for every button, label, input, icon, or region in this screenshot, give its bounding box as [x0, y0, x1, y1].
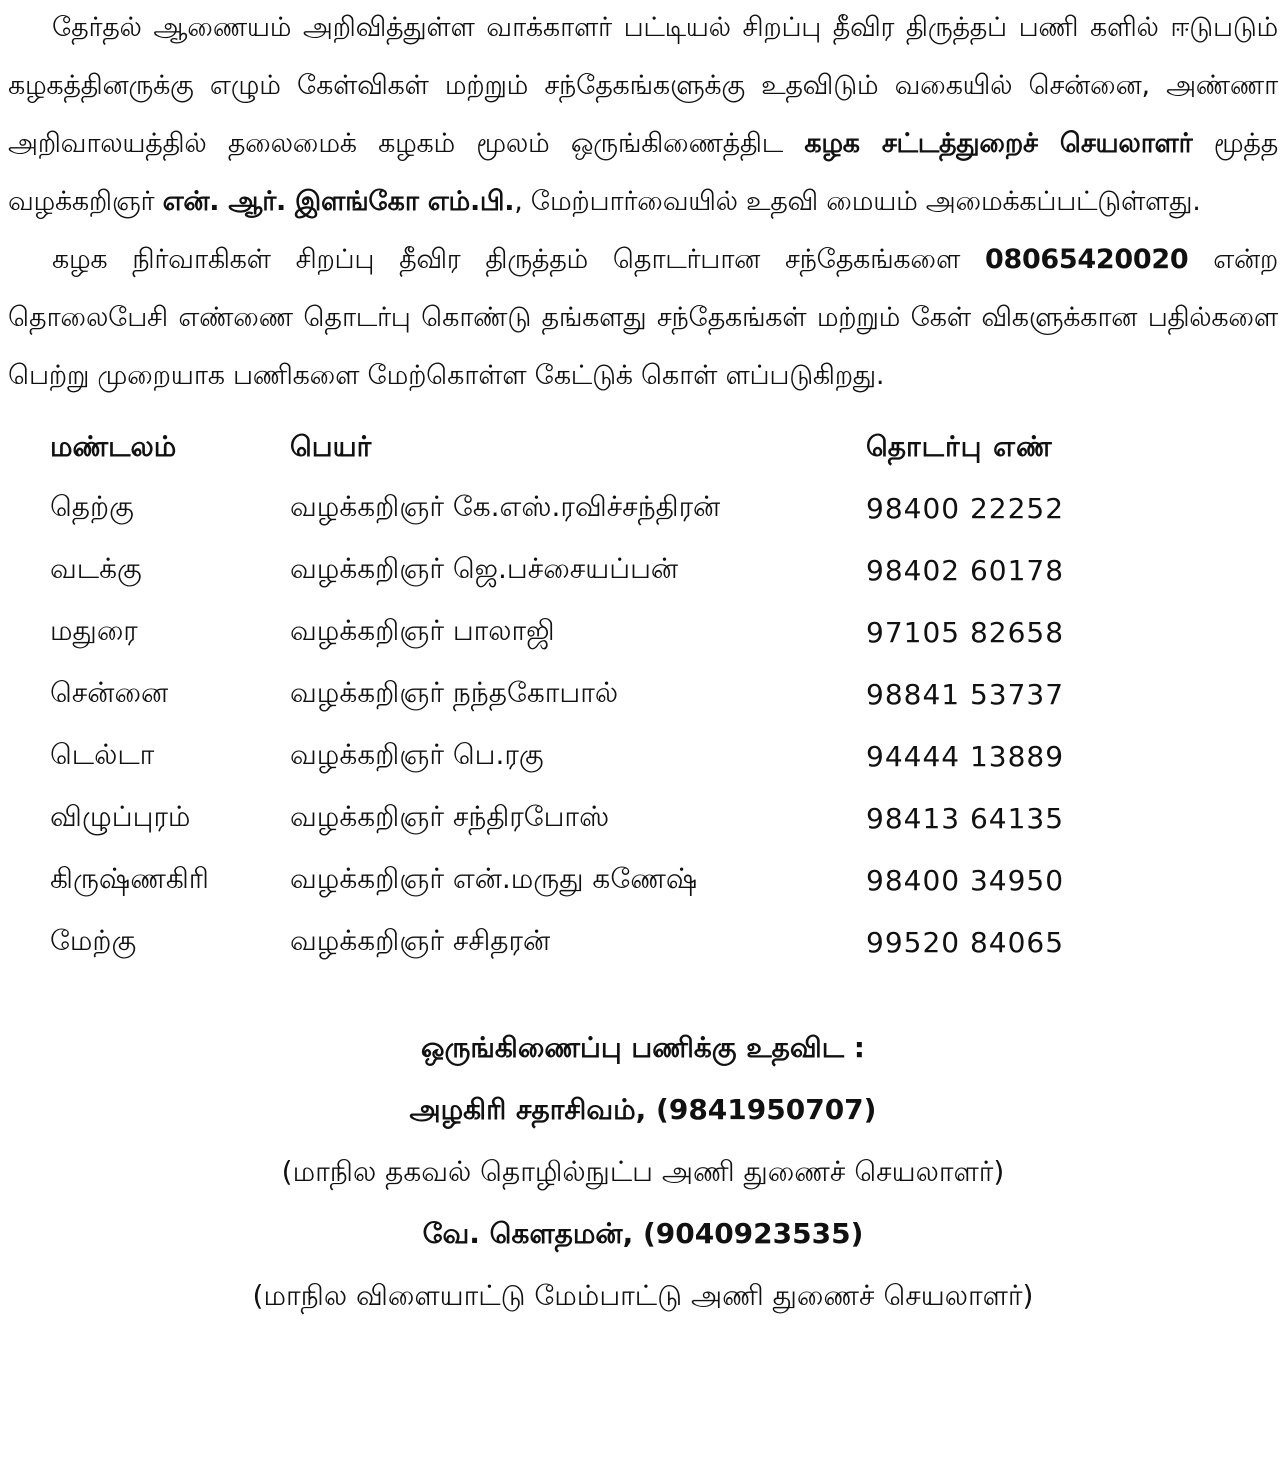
table-row [50, 787, 1166, 849]
coordinator-1-name: அழகிரி சதாசிவம் [409, 1093, 636, 1126]
zone-cell: மதுரை [50, 613, 138, 647]
coordinator-1 [8, 1079, 1278, 1141]
zone-contacts-table [50, 419, 1166, 973]
header-name: பெயர் [290, 429, 372, 463]
table-row [50, 725, 1166, 787]
paragraph2-text-b: என்ற தொலைபேசி எண்ணை தொடர்பு கொண்டு தங்களது சந்தேகங்கள் மற்றும் கேள் விகளுக்கான பதில்களை பெற்று முறையாக பணிகளை மேற்கொள்ள கேட்டுக் கொள் ளப்படுகிறது. [8, 244, 1278, 391]
phone-cell: 99520 84065 [866, 925, 1065, 959]
table-row [50, 539, 1166, 601]
coordinator-2-name: வே. கௌதமன் [422, 1217, 623, 1250]
table-row [50, 477, 1166, 539]
paragraph1-text-b: மூத்த வழக்கறிஞர் [8, 128, 1278, 217]
name-cell: வழக்கறிஞர் என்.மருது கணேஷ் [290, 861, 698, 895]
paragraph1-bold-b: என். ஆர். இளங்கோ எம்.பி. [162, 186, 515, 217]
name-cell: வழக்கறிஞர் பாலாஜி [290, 613, 555, 647]
coordination-section [8, 1017, 1278, 1327]
phone-cell: 98400 22252 [866, 491, 1065, 525]
name-cell: வழக்கறிஞர் சந்திரபோஸ் [290, 799, 610, 833]
zone-cell: டெல்டா [50, 737, 155, 771]
table-row [50, 601, 1166, 663]
paragraph1-bold-a: கழக சட்டத்துறைச் செயலாளர் [804, 128, 1193, 159]
name-cell: வழக்கறிஞர் ஜெ.பச்சையப்பன் [290, 551, 679, 585]
phone-cell: 98402 60178 [866, 553, 1065, 587]
table-row [50, 911, 1166, 973]
header-phone: தொடர்பு எண் [866, 429, 1053, 463]
phone-cell: 97105 82658 [866, 615, 1065, 649]
coordinator-1-role: (மாநில தகவல் தொழில்நுட்ப அணி துணைச் செயலாளர்) [281, 1155, 1005, 1188]
phone-cell: 98413 64135 [866, 801, 1065, 835]
paragraph2-text-a: கழக நிர்வாகிகள் சிறப்பு தீவிர திருத்தம் தொடர்பான சந்தேகங்களை [52, 244, 985, 275]
helpline-number: 08065420020 [984, 244, 1189, 275]
coordinator-1-phone: , (9841950707) [635, 1093, 877, 1126]
zone-cell: வடக்கு [50, 551, 142, 585]
paragraph-phone-instructions [8, 231, 1278, 405]
zone-cell: விழுப்புரம் [50, 799, 191, 833]
phone-cell: 98841 53737 [866, 677, 1065, 711]
coordination-heading: ஒருங்கிணைப்பு பணிக்கு உதவிட : [420, 1031, 865, 1064]
zone-cell: சென்னை [50, 675, 169, 709]
paragraph1-text-c: , மேற்பார்வையில் உதவி மையம் அமைக்கப்பட்டுள்ளது. [514, 186, 1201, 217]
paragraph1-text-a: தேர்தல் ஆணையம் அறிவித்துள்ள வாக்காளர் பட்டியல் சிறப்பு தீவிர திருத்தப் பணி களில் ஈடுபடும் கழகத்தினருக்கு எழும் கேள்விகள் மற்றும் சந்தேகங்களுக்கு உதவிடும் வகையில் சென்னை, அண்ணா அறிவாலயத்தில் தலைமைக் கழகம் மூலம் ஒருங்கிணைத்திட [8, 12, 1278, 159]
table-header-row [50, 419, 1166, 477]
name-cell: வழக்கறிஞர் நந்தகோபால் [290, 675, 619, 709]
header-zone: மண்டலம் [50, 429, 177, 463]
coordinator-2 [8, 1203, 1278, 1265]
zone-cell: கிருஷ்ணகிரி [50, 861, 209, 895]
name-cell: வழக்கறிஞர் சசிதரன் [290, 923, 551, 957]
zone-cell: மேற்கு [50, 923, 137, 957]
coordinator-2-role: (மாநில விளையாட்டு மேம்பாட்டு அணி துணைச் செயலாளர்) [252, 1279, 1034, 1312]
coordinator-2-phone: , (9040923535) [622, 1217, 864, 1250]
phone-cell: 98400 34950 [866, 863, 1065, 897]
table-row [50, 849, 1166, 911]
paragraph-helpdesk-announcement [8, 0, 1278, 231]
table-row [50, 663, 1166, 725]
name-cell: வழக்கறிஞர் பெ.ரகு [290, 737, 544, 771]
phone-cell: 94444 13889 [866, 739, 1065, 773]
name-cell: வழக்கறிஞர் கே.எஸ்.ரவிச்சந்திரன் [290, 489, 721, 523]
zone-cell: தெற்கு [50, 489, 134, 523]
